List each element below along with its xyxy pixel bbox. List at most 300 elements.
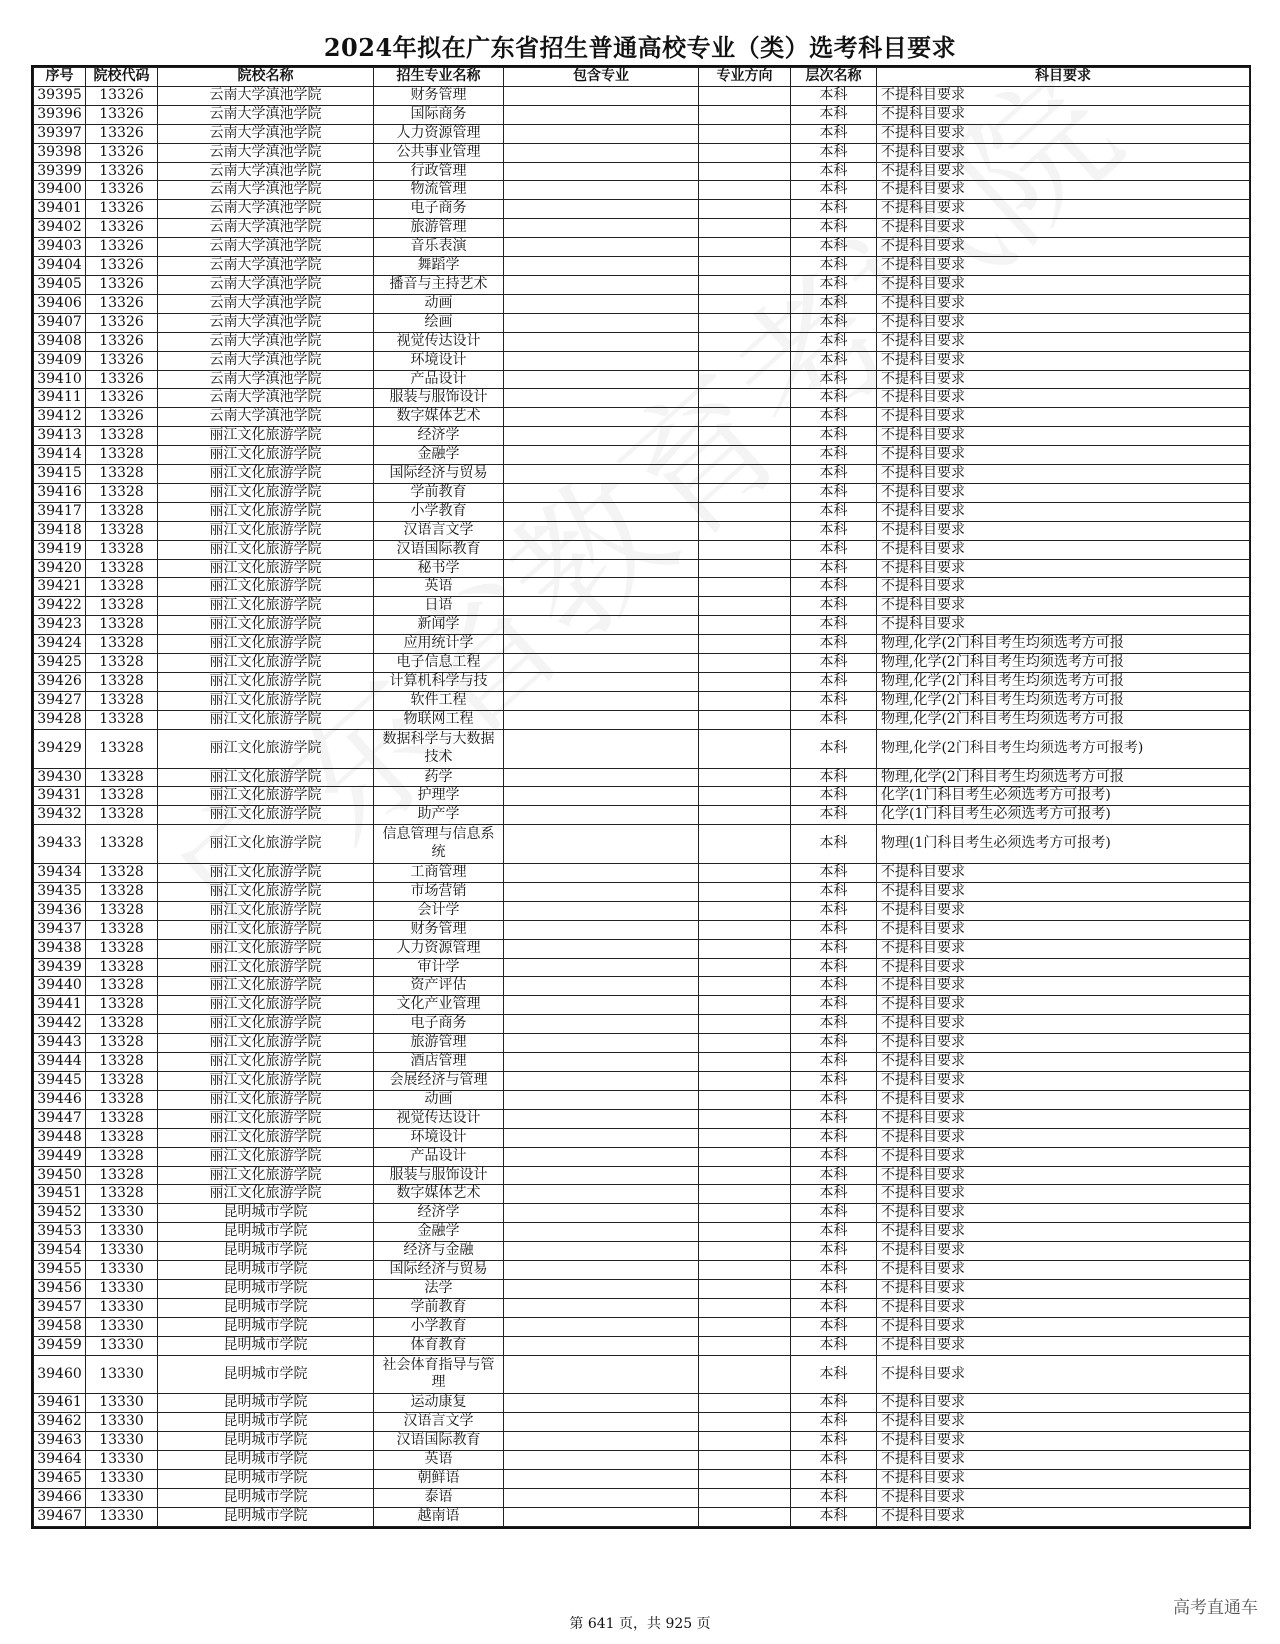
- cell-major-name: 人力资源管理: [374, 124, 504, 143]
- table-row: [34, 1185, 1250, 1204]
- cell-subject-requirement: 不提科目要求: [877, 351, 1250, 370]
- cell-major-direction: [699, 483, 791, 502]
- table-row: [34, 597, 1250, 616]
- table-row: [34, 1451, 1250, 1470]
- cell-included-majors: [504, 521, 699, 540]
- cell-subject-requirement: 不提科目要求: [877, 502, 1250, 521]
- cell-school-name: 丽江文化旅游学院: [158, 1034, 374, 1053]
- cell-seq: 39453: [34, 1223, 86, 1242]
- cell-school-code: 13328: [86, 864, 158, 883]
- cell-seq: 39436: [34, 901, 86, 920]
- cell-subject-requirement: 不提科目要求: [877, 408, 1250, 427]
- header-major-name: 招生专业名称: [374, 68, 504, 87]
- cell-major-name: 国际经济与贸易: [374, 1261, 504, 1280]
- cell-school-name: 丽江文化旅游学院: [158, 882, 374, 901]
- cell-major-direction: [699, 1432, 791, 1451]
- cell-school-name: 云南大学滇池学院: [158, 313, 374, 332]
- cell-included-majors: [504, 825, 699, 864]
- cell-seq: 39441: [34, 996, 86, 1015]
- table-row: [34, 257, 1250, 276]
- cell-level: 本科: [791, 238, 877, 257]
- cell-seq: 39427: [34, 691, 86, 710]
- cell-included-majors: [504, 578, 699, 597]
- table-row: [34, 710, 1250, 729]
- cell-level: 本科: [791, 521, 877, 540]
- cell-seq: 39418: [34, 521, 86, 540]
- cell-level: 本科: [791, 578, 877, 597]
- cell-seq: 39456: [34, 1279, 86, 1298]
- cell-level: 本科: [791, 1413, 877, 1432]
- cell-subject-requirement: 物理,化学(2门科目考生均须选考方可报: [877, 768, 1250, 787]
- cell-level: 本科: [791, 408, 877, 427]
- cell-seq: 39411: [34, 389, 86, 408]
- cell-included-majors: [504, 920, 699, 939]
- header-subject-requirement: 科目要求: [877, 68, 1250, 87]
- table-row: [34, 901, 1250, 920]
- cell-subject-requirement: 不提科目要求: [877, 864, 1250, 883]
- table-row: [34, 787, 1250, 806]
- cell-major-name: 软件工程: [374, 691, 504, 710]
- cell-subject-requirement: 不提科目要求: [877, 238, 1250, 257]
- cell-school-code: 13326: [86, 275, 158, 294]
- cell-school-code: 13330: [86, 1298, 158, 1317]
- cell-major-name: 视觉传达设计: [374, 1109, 504, 1128]
- table-row: [34, 332, 1250, 351]
- cell-level: 本科: [791, 977, 877, 996]
- cell-school-code: 13328: [86, 446, 158, 465]
- cell-school-name: 云南大学滇池学院: [158, 408, 374, 427]
- cell-school-name: 云南大学滇池学院: [158, 86, 374, 105]
- cell-school-name: 云南大学滇池学院: [158, 124, 374, 143]
- cell-seq: 39439: [34, 958, 86, 977]
- cell-level: 本科: [791, 1090, 877, 1109]
- table-row: [34, 1279, 1250, 1298]
- cell-school-name: 云南大学滇池学院: [158, 275, 374, 294]
- cell-major-name: 经济学: [374, 427, 504, 446]
- cell-level: 本科: [791, 1317, 877, 1336]
- cell-included-majors: [504, 370, 699, 389]
- cell-major-name: 电子信息工程: [374, 654, 504, 673]
- cell-school-code: 13326: [86, 351, 158, 370]
- cell-seq: 39422: [34, 597, 86, 616]
- cell-subject-requirement: 不提科目要求: [877, 200, 1250, 219]
- cell-school-name: 丽江文化旅游学院: [158, 427, 374, 446]
- cell-subject-requirement: 不提科目要求: [877, 521, 1250, 540]
- table-row: [34, 143, 1250, 162]
- cell-major-direction: [699, 389, 791, 408]
- table-row: [34, 654, 1250, 673]
- cell-included-majors: [504, 427, 699, 446]
- cell-subject-requirement: 不提科目要求: [877, 1298, 1250, 1317]
- cell-major-direction: [699, 1185, 791, 1204]
- cell-included-majors: [504, 446, 699, 465]
- cell-included-majors: [504, 1185, 699, 1204]
- cell-school-code: 13330: [86, 1432, 158, 1451]
- cell-major-direction: [699, 1015, 791, 1034]
- cell-school-code: 13328: [86, 710, 158, 729]
- cell-school-name: 丽江文化旅游学院: [158, 616, 374, 635]
- cell-subject-requirement: 不提科目要求: [877, 124, 1250, 143]
- cell-seq: 39435: [34, 882, 86, 901]
- cell-major-direction: [699, 787, 791, 806]
- cell-seq: 39409: [34, 351, 86, 370]
- requirements-table-container: [31, 65, 1251, 1529]
- table-row: [34, 389, 1250, 408]
- table-row: [34, 616, 1250, 635]
- cell-included-majors: [504, 162, 699, 181]
- cell-seq: 39423: [34, 616, 86, 635]
- cell-school-code: 13328: [86, 806, 158, 825]
- table-row: [34, 86, 1250, 105]
- cell-included-majors: [504, 1317, 699, 1336]
- table-row: [34, 673, 1250, 692]
- cell-major-direction: [699, 1223, 791, 1242]
- cell-major-name: 财务管理: [374, 920, 504, 939]
- cell-level: 本科: [791, 1470, 877, 1489]
- cell-included-majors: [504, 294, 699, 313]
- cell-major-name: 电子商务: [374, 200, 504, 219]
- cell-major-direction: [699, 1147, 791, 1166]
- cell-major-direction: [699, 162, 791, 181]
- cell-major-direction: [699, 1470, 791, 1489]
- table-row: [34, 825, 1250, 864]
- cell-school-code: 13328: [86, 1128, 158, 1147]
- cell-major-direction: [699, 1298, 791, 1317]
- cell-seq: 39458: [34, 1317, 86, 1336]
- table-row: [34, 200, 1250, 219]
- cell-level: 本科: [791, 1053, 877, 1072]
- cell-included-majors: [504, 958, 699, 977]
- cell-included-majors: [504, 1355, 699, 1394]
- cell-subject-requirement: 不提科目要求: [877, 275, 1250, 294]
- cell-major-direction: [699, 864, 791, 883]
- cell-level: 本科: [791, 105, 877, 124]
- cell-subject-requirement: 不提科目要求: [877, 1279, 1250, 1298]
- cell-subject-requirement: 不提科目要求: [877, 105, 1250, 124]
- table-row: [34, 864, 1250, 883]
- cell-included-majors: [504, 351, 699, 370]
- cell-school-name: 丽江文化旅游学院: [158, 901, 374, 920]
- cell-level: 本科: [791, 1355, 877, 1394]
- cell-school-name: 丽江文化旅游学院: [158, 958, 374, 977]
- cell-seq: 39400: [34, 181, 86, 200]
- cell-major-direction: [699, 729, 791, 768]
- cell-seq: 39466: [34, 1488, 86, 1507]
- cell-school-code: 13328: [86, 825, 158, 864]
- cell-subject-requirement: 不提科目要求: [877, 977, 1250, 996]
- cell-school-name: 丽江文化旅游学院: [158, 502, 374, 521]
- cell-included-majors: [504, 483, 699, 502]
- cell-school-code: 13326: [86, 105, 158, 124]
- cell-subject-requirement: 不提科目要求: [877, 1261, 1250, 1280]
- cell-seq: 39467: [34, 1507, 86, 1526]
- cell-school-code: 13328: [86, 1053, 158, 1072]
- cell-school-name: 丽江文化旅游学院: [158, 864, 374, 883]
- cell-school-name: 丽江文化旅游学院: [158, 465, 374, 484]
- table-row: [34, 1355, 1250, 1394]
- table-row: [34, 181, 1250, 200]
- table-row: [34, 1223, 1250, 1242]
- cell-included-majors: [504, 313, 699, 332]
- cell-subject-requirement: 不提科目要求: [877, 1053, 1250, 1072]
- cell-subject-requirement: 不提科目要求: [877, 597, 1250, 616]
- table-row: [34, 768, 1250, 787]
- cell-level: 本科: [791, 1204, 877, 1223]
- cell-major-name: 绘画: [374, 313, 504, 332]
- cell-included-majors: [504, 1413, 699, 1432]
- table-row: [34, 483, 1250, 502]
- cell-school-code: 13330: [86, 1336, 158, 1355]
- cell-subject-requirement: 不提科目要求: [877, 483, 1250, 502]
- cell-school-code: 13328: [86, 465, 158, 484]
- cell-seq: 39430: [34, 768, 86, 787]
- table-row: [34, 1090, 1250, 1109]
- cell-seq: 39445: [34, 1072, 86, 1091]
- cell-school-name: 昆明城市学院: [158, 1413, 374, 1432]
- cell-included-majors: [504, 901, 699, 920]
- cell-included-majors: [504, 219, 699, 238]
- cell-school-name: 云南大学滇池学院: [158, 332, 374, 351]
- cell-major-name: 朝鲜语: [374, 1470, 504, 1489]
- table-row: [34, 465, 1250, 484]
- cell-level: 本科: [791, 446, 877, 465]
- cell-major-direction: [699, 465, 791, 484]
- cell-major-name: 物流管理: [374, 181, 504, 200]
- cell-included-majors: [504, 806, 699, 825]
- cell-school-name: 云南大学滇池学院: [158, 200, 374, 219]
- cell-school-code: 13330: [86, 1279, 158, 1298]
- cell-level: 本科: [791, 1261, 877, 1280]
- cell-level: 本科: [791, 825, 877, 864]
- cell-major-direction: [699, 86, 791, 105]
- cell-major-direction: [699, 294, 791, 313]
- cell-school-code: 13330: [86, 1204, 158, 1223]
- cell-major-direction: [699, 578, 791, 597]
- cell-major-direction: [699, 1053, 791, 1072]
- cell-subject-requirement: 化学(1门科目考生必须选考方可报考): [877, 806, 1250, 825]
- cell-seq: 39459: [34, 1336, 86, 1355]
- cell-seq: 39431: [34, 787, 86, 806]
- cell-subject-requirement: 不提科目要求: [877, 939, 1250, 958]
- cell-major-direction: [699, 710, 791, 729]
- cell-school-code: 13328: [86, 882, 158, 901]
- cell-seq: 39432: [34, 806, 86, 825]
- cell-level: 本科: [791, 1128, 877, 1147]
- cell-major-direction: [699, 1242, 791, 1261]
- cell-level: 本科: [791, 200, 877, 219]
- cell-level: 本科: [791, 1223, 877, 1242]
- cell-subject-requirement: 不提科目要求: [877, 427, 1250, 446]
- cell-school-code: 13330: [86, 1317, 158, 1336]
- cell-major-name: 泰语: [374, 1488, 504, 1507]
- cell-level: 本科: [791, 1166, 877, 1185]
- table-row: [34, 1109, 1250, 1128]
- cell-major-direction: [699, 673, 791, 692]
- cell-level: 本科: [791, 294, 877, 313]
- cell-major-name: 动画: [374, 1090, 504, 1109]
- cell-major-name: 国际商务: [374, 105, 504, 124]
- requirements-table: [33, 67, 1250, 1527]
- cell-school-name: 昆明城市学院: [158, 1242, 374, 1261]
- cell-seq: 39461: [34, 1394, 86, 1413]
- cell-subject-requirement: 不提科目要求: [877, 1034, 1250, 1053]
- cell-seq: 39417: [34, 502, 86, 521]
- cell-school-name: 昆明城市学院: [158, 1336, 374, 1355]
- cell-level: 本科: [791, 1109, 877, 1128]
- header-major-direction: 专业方向: [699, 68, 791, 87]
- cell-seq: 39426: [34, 673, 86, 692]
- table-row: [34, 313, 1250, 332]
- cell-school-code: 13330: [86, 1451, 158, 1470]
- cell-seq: 39438: [34, 939, 86, 958]
- cell-seq: 39413: [34, 427, 86, 446]
- cell-school-code: 13326: [86, 313, 158, 332]
- cell-subject-requirement: 不提科目要求: [877, 616, 1250, 635]
- cell-major-direction: [699, 996, 791, 1015]
- table-row: [34, 559, 1250, 578]
- cell-included-majors: [504, 1470, 699, 1489]
- cell-major-name: 产品设计: [374, 370, 504, 389]
- cell-major-direction: [699, 635, 791, 654]
- cell-major-direction: [699, 806, 791, 825]
- cell-major-name: 音乐表演: [374, 238, 504, 257]
- cell-level: 本科: [791, 370, 877, 389]
- cell-included-majors: [504, 691, 699, 710]
- cell-level: 本科: [791, 143, 877, 162]
- cell-subject-requirement: 物理,化学(2门科目考生均须选考方可报: [877, 654, 1250, 673]
- page-title: 2024年拟在广东省招生普通高校专业（类）选考科目要求: [323, 33, 957, 62]
- cell-school-name: 昆明城市学院: [158, 1298, 374, 1317]
- table-row: [34, 1015, 1250, 1034]
- cell-major-direction: [699, 181, 791, 200]
- cell-school-code: 13328: [86, 616, 158, 635]
- cell-major-direction: [699, 1279, 791, 1298]
- cell-level: 本科: [791, 1034, 877, 1053]
- cell-included-majors: [504, 1261, 699, 1280]
- cell-school-code: 13330: [86, 1488, 158, 1507]
- cell-seq: 39424: [34, 635, 86, 654]
- cell-school-code: 13328: [86, 540, 158, 559]
- cell-level: 本科: [791, 691, 877, 710]
- cell-major-name: 视觉传达设计: [374, 332, 504, 351]
- cell-included-majors: [504, 1204, 699, 1223]
- cell-major-name: 舞蹈学: [374, 257, 504, 276]
- cell-school-code: 13326: [86, 257, 158, 276]
- cell-seq: 39452: [34, 1204, 86, 1223]
- cell-included-majors: [504, 1298, 699, 1317]
- header-included-majors: 包含专业: [504, 68, 699, 87]
- cell-major-direction: [699, 920, 791, 939]
- cell-seq: 39395: [34, 86, 86, 105]
- cell-seq: 39425: [34, 654, 86, 673]
- cell-seq: 39405: [34, 275, 86, 294]
- page-footer: 第 641 页，共 925 页: [569, 1616, 711, 1632]
- cell-school-name: 昆明城市学院: [158, 1279, 374, 1298]
- cell-school-code: 13330: [86, 1507, 158, 1526]
- cell-school-name: 昆明城市学院: [158, 1488, 374, 1507]
- cell-school-name: 云南大学滇池学院: [158, 105, 374, 124]
- cell-school-code: 13328: [86, 901, 158, 920]
- cell-major-name: 护理学: [374, 787, 504, 806]
- cell-subject-requirement: 物理,化学(2门科目考生均须选考方可报: [877, 691, 1250, 710]
- cell-major-direction: [699, 238, 791, 257]
- cell-school-name: 丽江文化旅游学院: [158, 1053, 374, 1072]
- cell-major-name: 英语: [374, 1451, 504, 1470]
- cell-subject-requirement: 不提科目要求: [877, 1488, 1250, 1507]
- cell-included-majors: [504, 1223, 699, 1242]
- table-row: [34, 162, 1250, 181]
- cell-included-majors: [504, 1488, 699, 1507]
- cell-seq: 39442: [34, 1015, 86, 1034]
- table-row: [34, 1470, 1250, 1489]
- cell-major-direction: [699, 1488, 791, 1507]
- cell-school-name: 丽江文化旅游学院: [158, 1166, 374, 1185]
- cell-major-direction: [699, 1317, 791, 1336]
- cell-school-code: 13328: [86, 787, 158, 806]
- cell-included-majors: [504, 238, 699, 257]
- cell-subject-requirement: 不提科目要求: [877, 1242, 1250, 1261]
- cell-included-majors: [504, 939, 699, 958]
- cell-included-majors: [504, 1336, 699, 1355]
- cell-level: 本科: [791, 768, 877, 787]
- cell-school-code: 13328: [86, 673, 158, 692]
- cell-school-code: 13328: [86, 1166, 158, 1185]
- table-row: [34, 729, 1250, 768]
- cell-seq: 39407: [34, 313, 86, 332]
- cell-subject-requirement: 不提科目要求: [877, 1147, 1250, 1166]
- table-row: [34, 1298, 1250, 1317]
- cell-school-name: 丽江文化旅游学院: [158, 521, 374, 540]
- cell-level: 本科: [791, 502, 877, 521]
- cell-subject-requirement: 不提科目要求: [877, 219, 1250, 238]
- cell-major-direction: [699, 1128, 791, 1147]
- cell-school-code: 13326: [86, 389, 158, 408]
- cell-school-code: 13330: [86, 1242, 158, 1261]
- cell-seq: 39415: [34, 465, 86, 484]
- cell-subject-requirement: 不提科目要求: [877, 1015, 1250, 1034]
- cell-subject-requirement: 不提科目要求: [877, 1128, 1250, 1147]
- cell-included-majors: [504, 673, 699, 692]
- cell-level: 本科: [791, 1432, 877, 1451]
- cell-seq: 39396: [34, 105, 86, 124]
- cell-major-direction: [699, 427, 791, 446]
- cell-school-code: 13328: [86, 1072, 158, 1091]
- cell-subject-requirement: 不提科目要求: [877, 559, 1250, 578]
- table-row: [34, 958, 1250, 977]
- table-row: [34, 977, 1250, 996]
- header-level: 层次名称: [791, 68, 877, 87]
- cell-level: 本科: [791, 1015, 877, 1034]
- cell-major-name: 经济与金融: [374, 1242, 504, 1261]
- cell-school-code: 13326: [86, 238, 158, 257]
- cell-school-name: 丽江文化旅游学院: [158, 578, 374, 597]
- cell-school-code: 13328: [86, 502, 158, 521]
- cell-seq: 39440: [34, 977, 86, 996]
- cell-subject-requirement: 不提科目要求: [877, 901, 1250, 920]
- cell-seq: 39398: [34, 143, 86, 162]
- table-row: [34, 1432, 1250, 1451]
- cell-level: 本科: [791, 86, 877, 105]
- cell-included-majors: [504, 729, 699, 768]
- cell-level: 本科: [791, 1072, 877, 1091]
- cell-school-name: 丽江文化旅游学院: [158, 673, 374, 692]
- cell-level: 本科: [791, 351, 877, 370]
- cell-major-direction: [699, 1507, 791, 1526]
- cell-subject-requirement: 不提科目要求: [877, 1090, 1250, 1109]
- cell-school-name: 丽江文化旅游学院: [158, 939, 374, 958]
- cell-included-majors: [504, 389, 699, 408]
- cell-included-majors: [504, 882, 699, 901]
